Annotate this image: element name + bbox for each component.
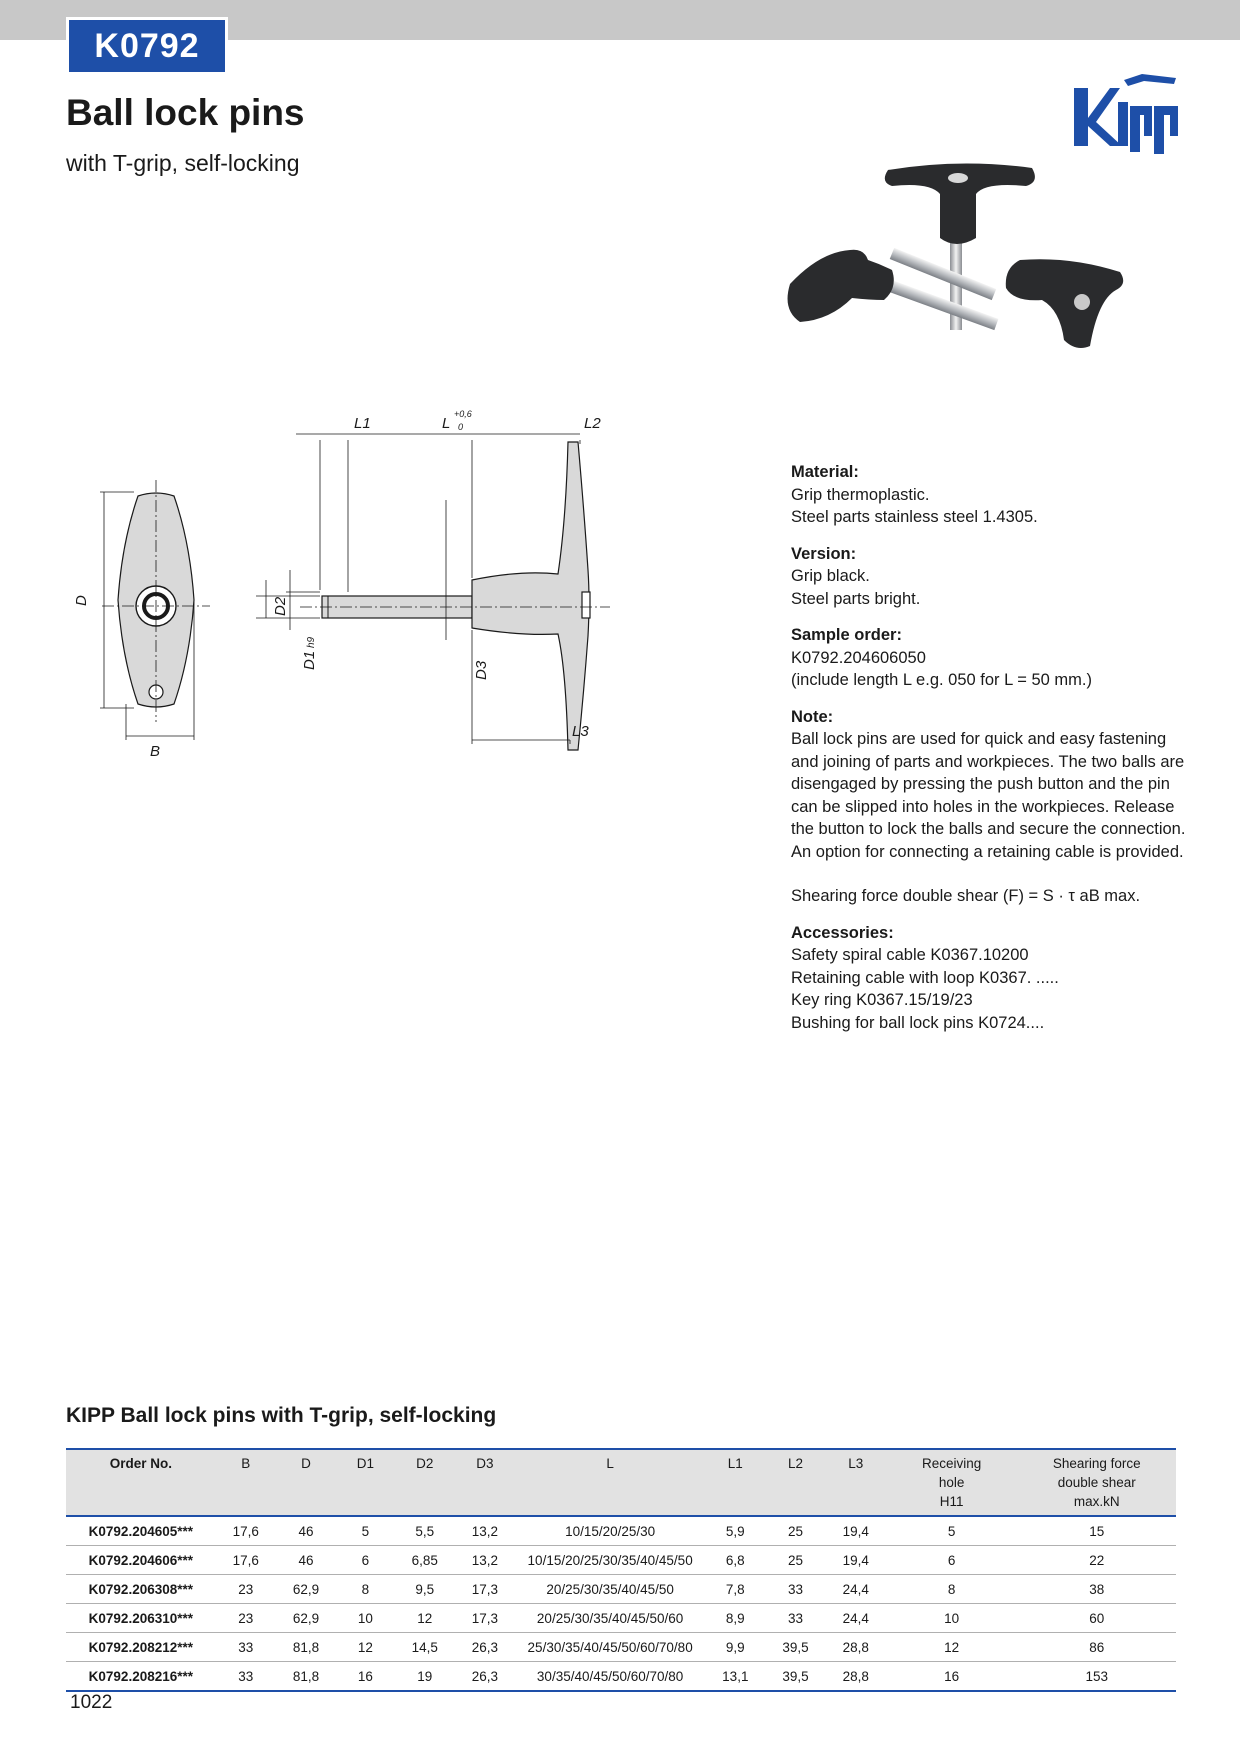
table-row [66,1575,1176,1604]
dim-label-b: B [150,743,161,760]
column-header [336,1449,395,1516]
dim-label-d1: D1 [301,650,318,670]
table-row [66,1516,1176,1546]
table-cell: 23 [216,1604,276,1633]
table-cell: 60 [1017,1604,1176,1633]
table-cell: 17,3 [455,1604,515,1633]
table-cell: 17,6 [216,1546,276,1575]
table-cell: 26,3 [455,1633,515,1662]
table-cell: 81,8 [276,1633,336,1662]
spec-line: Key ring K0367.15/19/23 [791,991,973,1009]
spec-version [791,543,1211,611]
table-cell: 25/30/35/40/45/50/60/70/80 [515,1633,705,1662]
spec-line: An option for connecting a retaining cable is provided. [791,842,1184,861]
order-number-cell: K0792.204605*** [66,1516,216,1546]
column-header-line: double shear [1057,1475,1136,1490]
dim-label-h9: h9 [306,636,317,648]
dim-label-l-tol-upper: +0,6 [454,409,472,419]
spec-line: Steel parts stainless steel 1.4305. [791,508,1038,526]
dim-label-l2: L2 [584,415,601,432]
spec-shear-formula: Shearing force double shear (F) = S · τ aB max. [791,887,1141,905]
table-cell: 26,3 [455,1662,515,1692]
order-number-cell: K0792.204606*** [66,1546,216,1575]
table-cell: 81,8 [276,1662,336,1692]
table-title: KIPP Ball lock pins with T-grip, self-locking [66,1404,497,1427]
table-cell: 6,85 [395,1546,455,1575]
order-number-cell: K0792.208212*** [66,1633,216,1662]
table-row [66,1633,1176,1662]
spec-line: Bushing for ball lock pins K0724.... [791,1013,1045,1032]
column-header-line: Order No. [109,1456,172,1471]
product-code-badge: K0792 [66,17,228,75]
column-header-line: B [241,1456,251,1471]
table-cell: 15 [1017,1516,1176,1546]
spec-material [791,461,1211,529]
technical-drawing [70,409,670,770]
table-cell: 12 [395,1604,455,1633]
table-cell: 8 [336,1575,395,1604]
column-header [705,1449,765,1516]
column-header [1017,1449,1176,1516]
spec-note [791,706,1211,908]
table-cell: 13,1 [705,1662,765,1692]
table-cell: 8,9 [705,1604,765,1633]
order-table-body [66,1516,1176,1691]
column-header [395,1449,455,1516]
table-cell: 7,8 [705,1575,765,1604]
dim-label-d3: D3 [473,660,490,680]
table-row [66,1604,1176,1633]
order-number-cell: K0792.208216*** [66,1662,216,1692]
column-header [826,1449,886,1516]
column-header-line: D3 [476,1456,494,1471]
table-cell: 23 [216,1575,276,1604]
table-cell: 33 [216,1633,276,1662]
table-row [66,1546,1176,1575]
table-cell: 38 [1017,1575,1176,1604]
spec-line: can be slipped into holes in the workpieces. Release [791,797,1175,816]
column-header-line: H11 [939,1494,964,1509]
table-cell: 62,9 [276,1575,336,1604]
column-header [455,1449,515,1516]
table-cell: 39,5 [765,1633,825,1662]
spec-heading: Accessories: [791,923,894,942]
table-cell: 62,9 [276,1604,336,1633]
spec-line: and joining of parts and workpieces. The two balls are [791,752,1185,771]
dim-label-l3: L3 [572,723,589,740]
order-number-cell: K0792.206310*** [66,1604,216,1633]
table-cell: 10 [886,1604,1018,1633]
table-cell: 30/35/40/45/50/60/70/80 [515,1662,705,1692]
spec-heading: Sample order: [791,626,902,644]
table-cell: 10/15/20/25/30/35/40/45/50 [515,1546,705,1575]
table-cell: 10 [336,1604,395,1633]
dim-label-d: D [73,595,90,606]
spec-line: K0792.204606050 [791,648,926,667]
table-cell: 6 [886,1546,1018,1575]
table-cell: 13,2 [455,1516,515,1546]
table-cell: 14,5 [395,1633,455,1662]
order-table-header [66,1449,1176,1516]
table-cell: 19,4 [826,1516,886,1546]
column-header-line: L1 [727,1456,743,1471]
table-cell: 153 [1017,1662,1176,1692]
table-cell: 8 [886,1575,1018,1604]
table-cell: 5,5 [395,1516,455,1546]
table-cell: 17,6 [216,1516,276,1546]
table-cell: 6,8 [705,1546,765,1575]
table-cell: 5 [886,1516,1018,1546]
dim-label-l-tol-lower: 0 [458,422,464,432]
table-cell: 86 [1017,1633,1176,1662]
order-number-cell: K0792.206308*** [66,1575,216,1604]
table-cell: 28,8 [826,1662,886,1692]
table-cell: 9,9 [705,1633,765,1662]
table-cell: 16 [886,1662,1018,1692]
spec-line: Safety spiral cable K0367.10200 [791,946,1029,964]
table-cell: 24,4 [826,1575,886,1604]
table-cell: 5 [336,1516,395,1546]
column-header [515,1449,705,1516]
dim-label-d2: D2 [272,596,289,616]
column-header-line: max.kN [1073,1494,1120,1509]
column-header [66,1449,216,1516]
spec-line: the button to lock the balls and secure the connection. [791,820,1186,838]
table-cell: 5,9 [705,1516,765,1546]
table-cell: 13,2 [455,1546,515,1575]
table-cell: 25 [765,1516,825,1546]
specifications [791,461,1211,1048]
page-number: 1022 [70,1692,113,1713]
column-header [886,1449,1018,1516]
spec-line: Steel parts bright. [791,589,921,608]
kipp-logo [1070,72,1186,158]
table-cell: 46 [276,1516,336,1546]
column-header-line: Shearing force [1052,1456,1141,1471]
table-cell: 17,3 [455,1575,515,1604]
spec-line: Grip thermoplastic. [791,485,930,504]
column-header-line: D1 [356,1456,374,1471]
table-cell: 46 [276,1546,336,1575]
table-cell: 12 [336,1633,395,1662]
spec-line: disengaged by pressing the push button and the pin [791,775,1170,793]
spec-line: Grip black. [791,567,870,585]
table-cell: 19,4 [826,1546,886,1575]
table-cell: 28,8 [826,1633,886,1662]
table-cell: 9,5 [395,1575,455,1604]
spec-heading: Note: [791,707,834,726]
page-title: Ball lock pins [66,92,305,133]
table-cell: 10/15/20/25/30 [515,1516,705,1546]
table-cell: 20/25/30/35/40/45/50/60 [515,1604,705,1633]
table-cell: 22 [1017,1546,1176,1575]
table-cell: 6 [336,1546,395,1575]
column-header-line: L3 [848,1456,864,1471]
spec-heading: Material: [791,463,859,481]
column-header-line: D2 [416,1456,434,1471]
spec-line: (include length L e.g. 050 for L = 50 mm.) [791,671,1092,689]
spec-line: Ball lock pins are used for quick and easy fastening [791,730,1167,748]
table-cell: 12 [886,1633,1018,1662]
table-row [66,1662,1176,1692]
column-header-line: hole [938,1475,965,1490]
table-cell: 20/25/30/35/40/45/50 [515,1575,705,1604]
column-header-line: L2 [788,1456,804,1471]
product-photo [780,160,1140,390]
column-header-line: D [301,1456,311,1471]
column-header [276,1449,336,1516]
table-cell: 33 [765,1604,825,1633]
table-cell: 33 [216,1662,276,1692]
column-header-line: Receiving [922,1456,982,1471]
spec-sample-order [791,624,1211,692]
spec-line: Retaining cable with loop K0367. ..... [791,968,1059,987]
column-header [765,1449,825,1516]
spec-heading: Version: [791,544,857,563]
column-header [216,1449,276,1516]
table-cell: 33 [765,1575,825,1604]
table-cell: 39,5 [765,1662,825,1692]
table-cell: 25 [765,1546,825,1575]
dim-label-l: L [442,415,451,432]
table-cell: 24,4 [826,1604,886,1633]
page-subtitle: with T-grip, self-locking [66,150,300,176]
table-cell: 19 [395,1662,455,1692]
dim-label-l1: L1 [354,415,371,432]
spec-accessories [791,922,1211,1035]
order-table [66,1448,1176,1692]
table-cell: 16 [336,1662,395,1692]
column-header-line: L [606,1456,614,1471]
